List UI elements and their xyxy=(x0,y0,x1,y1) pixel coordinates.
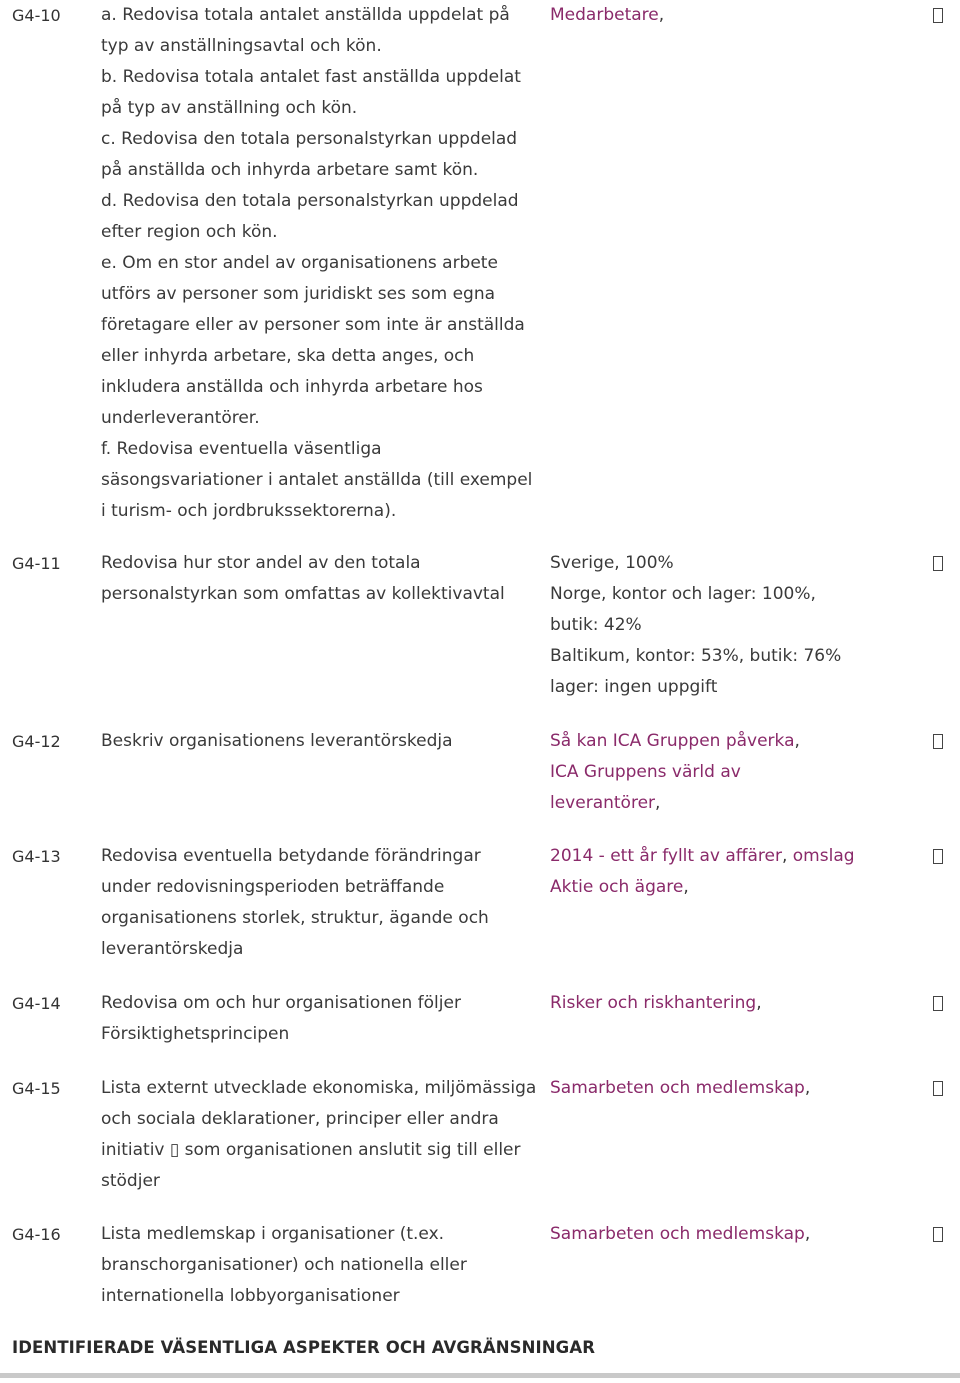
description-line: c. Redovisa den totala personalstyrkan uppdelad xyxy=(101,129,518,149)
description-line: initiativ ▯ som organisationen anslutit sig till eller xyxy=(101,1140,521,1160)
description-line: på typ av anställning och kön. xyxy=(101,98,358,118)
reference-cell xyxy=(550,1219,850,1250)
reference-text: Sverige, 100% xyxy=(550,553,674,573)
indicator-code: G4-10 xyxy=(12,6,61,25)
reference-text: , xyxy=(655,793,661,813)
reference-line xyxy=(550,872,850,903)
reference-line xyxy=(550,0,850,31)
indicator-description xyxy=(101,841,526,965)
description-line: personalstyrkan som omfattas av kollektivavtal xyxy=(101,584,505,604)
description-line: internationella lobbyorganisationer xyxy=(101,1286,400,1306)
description-line: Lista externt utvecklade ekonomiska, miljömässiga xyxy=(101,1078,537,1098)
description-line: säsongsvariationer i antalet anställda (till exempel xyxy=(101,470,533,490)
indicator-code: G4-13 xyxy=(12,847,61,866)
checkbox-icon xyxy=(933,734,943,749)
description-line: stödjer xyxy=(101,1171,160,1191)
checkbox-icon xyxy=(933,849,943,864)
reference-text: Norge, kontor och lager: 100%, xyxy=(550,584,816,604)
description-line: i turism- och jordbrukssektorerna). xyxy=(101,501,397,521)
reference-text: , xyxy=(781,846,793,866)
reference-link[interactable]: Risker och riskhantering xyxy=(550,993,757,1013)
reference-link[interactable]: Aktie och ägare xyxy=(550,877,684,897)
indicator-code: G4-11 xyxy=(12,554,61,573)
reference-cell xyxy=(550,548,850,703)
reference-line xyxy=(550,1073,850,1104)
indicator-code: G4-15 xyxy=(12,1079,61,1098)
indicator-description xyxy=(101,1219,526,1312)
reference-line xyxy=(550,641,850,672)
reference-link[interactable]: ICA Gruppens värld av xyxy=(550,762,741,782)
reference-cell xyxy=(550,988,850,1019)
indicator-code: G4-12 xyxy=(12,732,61,751)
reference-line xyxy=(550,726,850,757)
reference-link[interactable]: Samarbeten och medlemskap xyxy=(550,1224,805,1244)
reference-line xyxy=(550,988,850,1019)
reference-text: Baltikum, kontor: 53%, butik: 76% xyxy=(550,646,842,666)
reference-text: , xyxy=(658,5,665,25)
description-line: Redovisa hur stor andel av den totala xyxy=(101,553,421,573)
reference-text: , xyxy=(683,877,689,897)
reference-link[interactable]: 2014 - ett år fyllt av affärer xyxy=(550,846,782,866)
description-line: branschorganisationer) och nationella eller xyxy=(101,1255,467,1275)
description-line: Försiktighetsprincipen xyxy=(101,1024,290,1044)
description-line: Lista medlemskap i organisationer (t.ex. xyxy=(101,1224,445,1244)
description-line: Beskriv organisationens leverantörskedja xyxy=(101,731,453,751)
reference-text: lager: ingen uppgift xyxy=(550,677,718,697)
reference-line xyxy=(550,548,850,579)
description-line: inkludera anställda och inhyrda arbetare hos xyxy=(101,377,483,397)
indicator-description xyxy=(101,726,526,757)
reference-text: , xyxy=(804,1078,811,1098)
reference-text: , xyxy=(804,1224,811,1244)
checkbox-icon xyxy=(933,8,943,23)
reference-link[interactable]: Medarbetare xyxy=(550,5,659,25)
description-line: leverantörskedja xyxy=(101,939,244,959)
description-line: på anställda och inhyrda arbetare samt kön. xyxy=(101,160,479,180)
description-line: f. Redovisa eventuella väsentliga xyxy=(101,439,382,459)
reference-line xyxy=(550,579,850,610)
description-line: d. Redovisa den totala personalstyrkan uppdelad xyxy=(101,191,519,211)
reference-cell xyxy=(550,1073,850,1104)
description-line: eller inhyrda arbetare, ska detta anges, och xyxy=(101,346,475,366)
reference-cell xyxy=(550,841,855,903)
description-line: utförs av personer som juridiskt ses som egna xyxy=(101,284,496,304)
description-line: Redovisa om och hur organisationen följer xyxy=(101,993,461,1013)
reference-cell xyxy=(550,0,850,31)
reference-line xyxy=(550,757,850,788)
reference-line xyxy=(550,1219,850,1250)
indicator-code: G4-16 xyxy=(12,1225,61,1244)
description-line: b. Redovisa totala antalet fast anställda uppdelat xyxy=(101,67,521,87)
description-line: e. Om en stor andel av organisationens arbete xyxy=(101,253,498,273)
reference-link[interactable]: Så kan ICA Gruppen påverka xyxy=(550,731,795,751)
checkbox-icon xyxy=(933,1081,943,1096)
indicator-description xyxy=(101,1073,537,1197)
reference-text: , xyxy=(756,993,762,1013)
reference-line xyxy=(550,841,855,872)
reference-cell xyxy=(550,726,850,819)
checkbox-icon xyxy=(933,996,943,1011)
indicator-description xyxy=(101,988,526,1050)
section-heading: IDENTIFIERADE VÄSENTLIGA ASPEKTER OCH AVGRÄNSNINGAR xyxy=(12,1338,596,1357)
description-line: Redovisa eventuella betydande förändringar xyxy=(101,846,481,866)
checkbox-icon xyxy=(933,1227,943,1242)
checkbox-icon xyxy=(933,556,943,571)
reference-text: , xyxy=(794,731,800,751)
description-line: organisationens storlek, struktur, ägande och xyxy=(101,908,489,928)
description-line: under redovisningsperioden beträffande xyxy=(101,877,445,897)
reference-line xyxy=(550,610,850,641)
description-line: efter region och kön. xyxy=(101,222,278,242)
reference-link[interactable]: omslag xyxy=(792,846,855,866)
indicator-code: G4-14 xyxy=(12,994,61,1013)
description-line: och sociala deklarationer, principer eller andra xyxy=(101,1109,499,1129)
description-line: företagare eller av personer som inte är anställda xyxy=(101,315,525,335)
description-line: underleverantörer. xyxy=(101,408,260,428)
description-line: a. Redovisa totala antalet anställda uppdelat på xyxy=(101,5,510,25)
indicator-description xyxy=(101,548,526,610)
reference-text: butik: 42% xyxy=(550,615,642,635)
reference-link[interactable]: Samarbeten och medlemskap xyxy=(550,1078,805,1098)
section-divider xyxy=(0,1373,960,1378)
reference-line xyxy=(550,672,850,703)
reference-link[interactable]: leverantörer xyxy=(550,793,656,813)
description-line: typ av anställningsavtal och kön. xyxy=(101,36,382,56)
indicator-description xyxy=(101,0,533,527)
reference-line xyxy=(550,788,850,819)
